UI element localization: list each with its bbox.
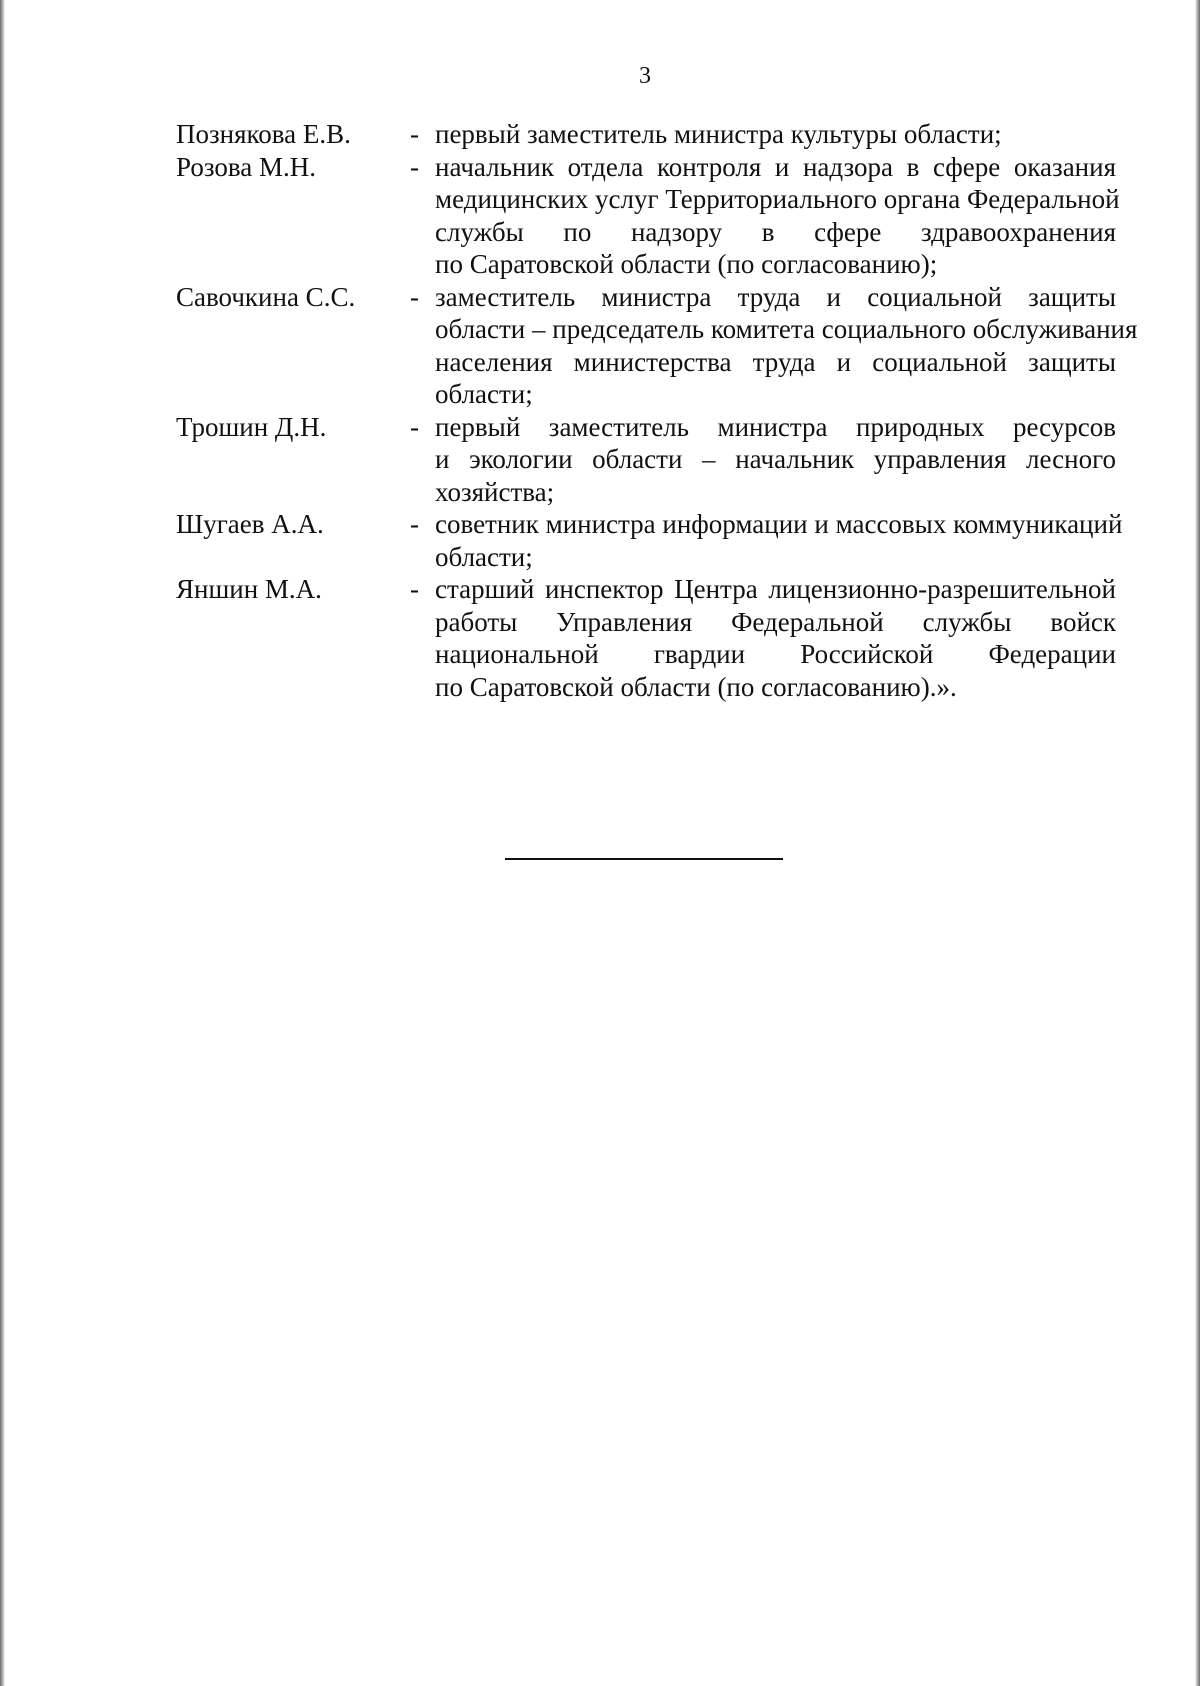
member-role [435,118,1116,151]
member-role [435,411,1116,509]
role-line: службы по надзору в сфере здравоохранения [435,216,1116,247]
roster-entry [176,411,1116,509]
role-line: области; [435,541,533,572]
role-line: первый заместитель министра культуры области; [435,119,1002,149]
entry-dash: - [410,119,419,149]
member-role [435,281,1138,411]
role-line: и экологии области – начальник управления лесного [435,444,1116,474]
member-name: Розова М.Н. [176,151,316,182]
member-name: Яншин М.А. [176,574,322,604]
member-role [435,508,1123,573]
member-name: Шугаев А.А. [176,509,324,539]
roster-entry [176,573,1116,703]
role-line: области – председатель комитета социального обслуживания [435,314,1138,344]
role-line: первый заместитель министра природных ресурсов [435,411,1116,442]
roster-entry [176,151,1120,281]
scan-edge-left [0,0,5,1686]
role-line: области; [435,379,533,409]
page-number: 3 [639,63,651,89]
member-name: Савочкина С.С. [176,281,356,312]
roster-entry [176,281,1138,411]
scan-edge-right [1195,0,1200,1686]
role-line: населения министерства труда и социальной защиты [435,346,1116,377]
entry-dash: - [410,151,419,182]
member-role [435,151,1120,281]
member-role [435,573,1116,703]
role-line: по Саратовской области (по согласованию).». [435,671,957,702]
roster-entry [176,508,1123,573]
member-name: Трошин Д.Н. [176,411,327,442]
role-line: начальник отдела контроля и надзора в сфере оказания [435,151,1116,182]
entry-dash: - [410,411,419,442]
member-roster [176,118,1138,703]
role-line: хозяйства; [435,476,555,507]
role-line: советник министра информации и массовых коммуникаций [435,509,1123,539]
role-line: работы Управления Федеральной службы войск [435,606,1116,637]
entry-dash: - [410,574,419,604]
entry-dash: - [410,281,419,312]
role-line: по Саратовской области (по согласованию); [435,249,938,279]
closing-rule [505,858,783,860]
role-line: старший инспектор Центра лицензионно-разрешительной [435,574,1116,604]
role-line: национальной гвардии Российской Федерации [435,639,1116,669]
roster-entry [176,118,1116,151]
role-line: медицинских услуг Территориального органа Федеральной [435,184,1120,214]
role-line: заместитель министра труда и социальной защиты [435,281,1116,312]
member-name: Познякова Е.В. [176,119,351,149]
entry-dash: - [410,509,419,539]
